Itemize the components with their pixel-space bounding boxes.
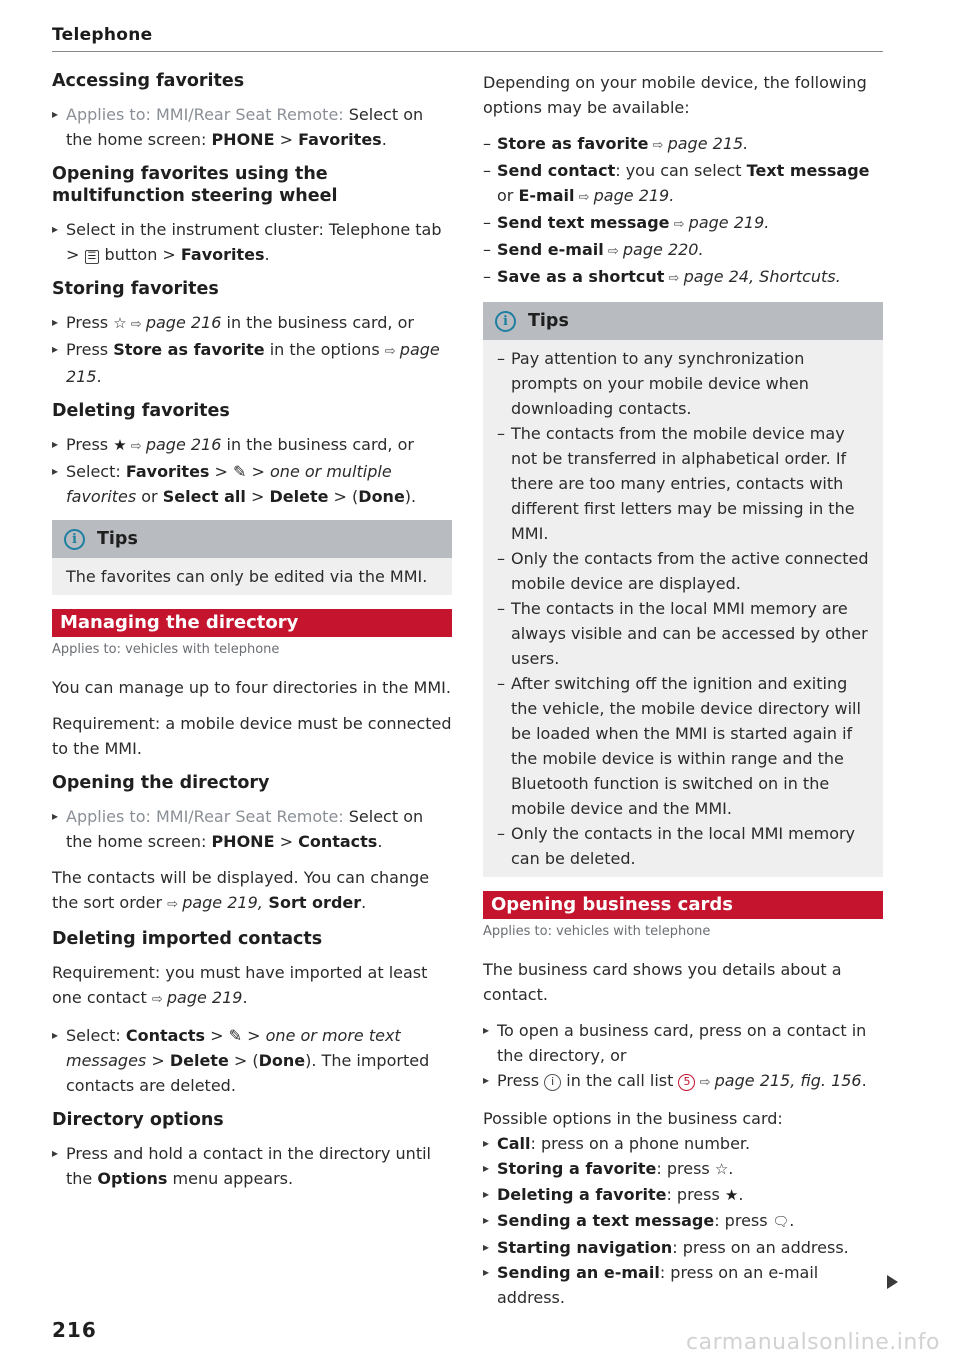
tips-label: Tips bbox=[528, 310, 569, 331]
edit-icon: ✎ bbox=[228, 1026, 243, 1045]
list-item: ▸ Select: Favorites > ✎ > one or multiple favorites or Select all > Delete > (Done). bbox=[52, 459, 452, 509]
arrow-ref-icon: ⇨ bbox=[126, 317, 146, 332]
list-item: ▸ Select: Contacts > ✎ > one or more text messages > Delete > (Done). The imported contacts are deleted. bbox=[52, 1023, 452, 1098]
applies-note: Applies to: MMI/Rear Seat Remote: bbox=[66, 807, 344, 826]
list-item: – Only the contacts from the active connected mobile device are displayed. bbox=[497, 546, 869, 596]
arrow-ref-icon: ⇨ bbox=[669, 217, 689, 232]
list-item: – Send contact: you can select Text message or E-mail ⇨ page 219. bbox=[483, 158, 883, 210]
paragraph: The business card shows you details about a contact. bbox=[483, 960, 842, 1004]
bullet-list bbox=[52, 432, 452, 509]
list-item: – Send text message ⇨ page 219. bbox=[483, 210, 883, 237]
tips-list bbox=[497, 346, 869, 871]
list-item: ▸ Sending a text message: press 🗨. bbox=[483, 1208, 883, 1235]
list-item: ▸ To open a business card, press on a contact in the directory, or bbox=[483, 1018, 883, 1068]
tips-box bbox=[483, 302, 883, 877]
page-reference[interactable]: page 215. bbox=[667, 134, 749, 153]
bullet-list bbox=[483, 1018, 883, 1095]
info-circle-icon: i bbox=[544, 1074, 561, 1091]
page-reference[interactable]: page 24, Shortcuts. bbox=[683, 267, 841, 286]
options-list bbox=[483, 131, 883, 291]
bullet-list bbox=[52, 1141, 452, 1191]
heading-deleting-imported: Deleting imported contacts bbox=[52, 929, 323, 949]
right-column bbox=[483, 70, 883, 1321]
paragraph: Depending on your mobile device, the following options may be available: bbox=[483, 73, 867, 117]
page-header bbox=[52, 25, 883, 52]
menu-favorites: Favorites bbox=[298, 130, 382, 149]
page-reference[interactable]: page 216 bbox=[145, 313, 222, 332]
menu-phone: PHONE bbox=[211, 130, 275, 149]
list-item: – After switching off the ignition and exiting the vehicle, the mobile device directory will be loaded when the MMI is started again if the mobile device is within range and the Bluetooth function is switched on in the mobile device and the MMI. bbox=[497, 671, 869, 821]
watermark: carmanualsonline.info bbox=[686, 1330, 940, 1355]
list-item: ▸ Press ★ ⇨ page 216 in the business card, or bbox=[52, 432, 452, 459]
list-item: ▸ Starting navigation: press on an address. bbox=[483, 1235, 883, 1260]
page-number: 216 bbox=[52, 1318, 97, 1342]
info-icon: i bbox=[64, 529, 85, 550]
arrow-ref-icon: ⇨ bbox=[151, 992, 167, 1007]
list-item: ▸ Applies to: MMI/Rear Seat Remote: Select on the home screen: PHONE > Contacts. bbox=[52, 804, 452, 854]
list-item: ▸ Sending an e-mail: press on an e-mail address. bbox=[483, 1260, 883, 1310]
arrow-ref-icon: ⇨ bbox=[574, 190, 594, 205]
applies-note: Applies to: vehicles with telephone bbox=[483, 924, 711, 939]
heading-storing-favorites: Storing favorites bbox=[52, 279, 219, 299]
page-reference[interactable]: page 219, bbox=[182, 893, 263, 912]
page-reference[interactable]: page 219. bbox=[593, 186, 675, 205]
bullet-list bbox=[483, 1131, 883, 1310]
list-item: ▸ Press and hold a contact in the directory until the Options menu appears. bbox=[52, 1141, 452, 1191]
page-reference[interactable]: page 219. bbox=[688, 213, 770, 232]
star-outline-icon: ☆ bbox=[714, 1160, 729, 1178]
tips-body: The favorites can only be edited via the MMI. bbox=[66, 567, 428, 586]
list-item: – Only the contacts in the local MMI memory can be deleted. bbox=[497, 821, 869, 871]
section-bar-opening-business-cards: Opening business cards bbox=[483, 891, 883, 919]
left-column bbox=[52, 70, 452, 1202]
tips-box bbox=[52, 520, 452, 595]
applies-note: Applies to: MMI/Rear Seat Remote: bbox=[66, 105, 344, 124]
edit-icon: ✎ bbox=[233, 462, 247, 481]
page-reference[interactable]: page 219 bbox=[166, 988, 243, 1007]
list-item: – Store as favorite ⇨ page 215. bbox=[483, 131, 883, 158]
bullet-list bbox=[52, 1023, 452, 1098]
section-bar-managing-directory: Managing the directory bbox=[52, 609, 452, 637]
tips-header bbox=[52, 520, 452, 558]
page-reference[interactable]: page 215, fig. 156 bbox=[714, 1071, 862, 1090]
heading-accessing-favorites: Accessing favorites bbox=[52, 71, 245, 91]
list-item: – The contacts from the mobile device may not be transferred in alphabetical order. If there are too many entries, contacts with different first letters may be missing in the MMI. bbox=[497, 421, 869, 546]
tips-body bbox=[483, 340, 883, 877]
arrow-ref-icon: ⇨ bbox=[648, 138, 668, 153]
callout-number-icon: 5 bbox=[678, 1074, 695, 1091]
list-item: ▸ Select in the instrument cluster: Telephone tab > ☰ button > Favorites. bbox=[52, 217, 452, 267]
arrow-ref-icon: ⇨ bbox=[664, 271, 684, 286]
list-item: – The contacts in the local MMI memory are always visible and can be accessed by other users. bbox=[497, 596, 869, 671]
star-outline-icon: ☆ bbox=[113, 314, 127, 332]
list-item: – Pay attention to any synchronization prompts on your mobile device when downloading contacts. bbox=[497, 346, 869, 421]
list-item: – Send e-mail ⇨ page 220. bbox=[483, 237, 883, 264]
paragraph: Possible options in the business card: bbox=[483, 1109, 783, 1128]
list-item: ▸ Press ☆ ⇨ page 216 in the business card, or bbox=[52, 310, 452, 337]
list-item: ▸ Call: press on a phone number. bbox=[483, 1131, 883, 1156]
list-item: ▸ Storing a favorite: press ☆. bbox=[483, 1156, 883, 1182]
paragraph: Requirement: a mobile device must be connected to the MMI. bbox=[52, 714, 452, 758]
page-reference[interactable]: page 215 bbox=[66, 340, 440, 386]
info-icon: i bbox=[495, 311, 516, 332]
paragraph: You can manage up to four directories in the MMI. bbox=[52, 678, 451, 697]
bullet-list bbox=[52, 102, 452, 152]
bullet-list bbox=[52, 804, 452, 854]
speech-bubble-icon: 🗨 bbox=[772, 1215, 790, 1230]
heading-opening-directory: Opening the directory bbox=[52, 773, 270, 793]
list-item: ▸ Press Store as favorite in the options ⇨ page 215. bbox=[52, 337, 452, 389]
page-header-title: Telephone bbox=[52, 25, 153, 45]
list-item: ▸ Press i in the call list 5 ⇨ page 215, fig. 156. bbox=[483, 1068, 883, 1095]
arrow-ref-icon: ⇨ bbox=[126, 439, 146, 454]
bullet-list bbox=[52, 217, 452, 267]
heading-directory-options: Directory options bbox=[52, 1110, 224, 1130]
menu-list-icon: ☰ bbox=[85, 250, 100, 264]
continue-arrow-icon bbox=[887, 1275, 898, 1289]
list-item: – Save as a shortcut ⇨ page 24, Shortcuts. bbox=[483, 264, 883, 291]
applies-note: Applies to: vehicles with telephone bbox=[52, 642, 280, 657]
page-reference[interactable]: page 220. bbox=[622, 240, 704, 259]
paragraph: Requirement: you must have imported at least one contact ⇨ page 219. bbox=[52, 963, 428, 1007]
arrow-ref-icon: ⇨ bbox=[167, 897, 183, 912]
heading-opening-favorites-mf: Opening favorites using the multifunction steering wheel bbox=[52, 164, 338, 206]
tips-header bbox=[483, 302, 883, 340]
paragraph: The contacts will be displayed. You can change the sort order ⇨ page 219, Sort order. bbox=[52, 868, 430, 912]
tips-label: Tips bbox=[97, 528, 138, 549]
list-item: ▸ Deleting a favorite: press ★. bbox=[483, 1182, 883, 1208]
star-filled-icon: ★ bbox=[113, 436, 127, 454]
bullet-list bbox=[52, 310, 452, 389]
list-item: ▸ Applies to: MMI/Rear Seat Remote: Select on the home screen: PHONE > Favorites. bbox=[52, 102, 452, 152]
arrow-ref-icon: ⇨ bbox=[695, 1075, 715, 1090]
heading-deleting-favorites: Deleting favorites bbox=[52, 401, 230, 421]
arrow-ref-icon: ⇨ bbox=[603, 244, 623, 259]
arrow-ref-icon: ⇨ bbox=[384, 344, 400, 359]
star-filled-icon: ★ bbox=[724, 1186, 739, 1204]
page-reference[interactable]: page 216 bbox=[145, 435, 222, 454]
